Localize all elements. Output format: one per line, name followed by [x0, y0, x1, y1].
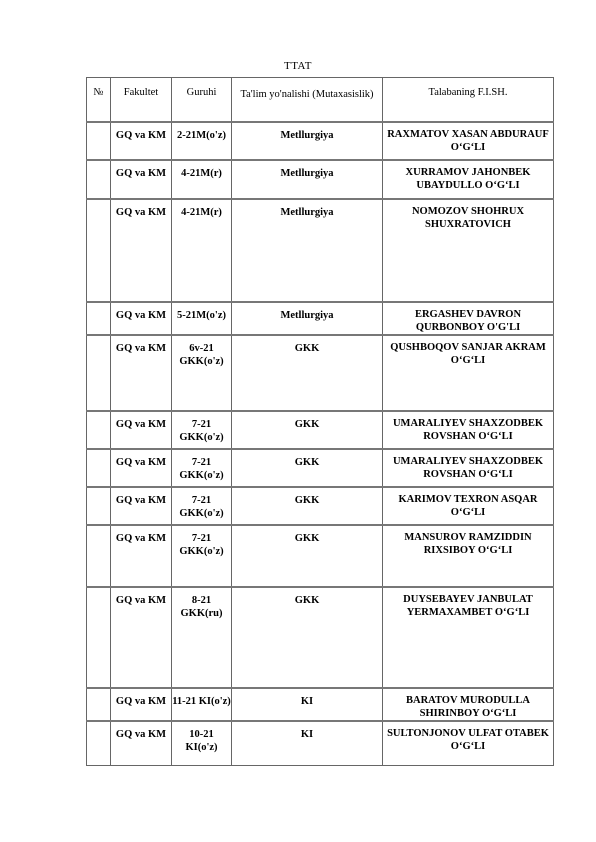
- row-number: [87, 525, 111, 587]
- field-cell: KI: [232, 688, 383, 721]
- field-cell: Metllurgiya: [232, 302, 383, 335]
- student-name-cell: SULTONJONOV ULFAT OTABEK O‘G‘LI: [383, 721, 554, 766]
- table-row: [87, 587, 554, 688]
- document-title: TTAT: [283, 60, 312, 72]
- table-header-row: [87, 78, 554, 122]
- student-name-cell: DUYSEBAYEV JANBULAT YERMAXAMBET O‘G‘LI: [383, 587, 554, 688]
- student-name-cell: XURRAMOV JAHONBEK UBAYDULLO O‘G‘LI: [383, 160, 554, 199]
- table-row: [87, 688, 554, 721]
- table-row: [87, 335, 554, 411]
- group-cell: 4-21M(r): [172, 160, 232, 199]
- group-cell: 11-21 KI(o'z): [172, 688, 232, 721]
- faculty-cell: GQ va KM: [111, 587, 172, 688]
- row-number: [87, 487, 111, 525]
- field-cell: GKK: [232, 525, 383, 587]
- student-name-cell: KARIMOV TEXRON ASQAR O‘G‘LI: [383, 487, 554, 525]
- student-name-cell: UMARALIYEV SHAXZODBEK ROVSHAN O‘G‘LI: [383, 411, 554, 449]
- table-row: [87, 411, 554, 449]
- student-name-cell: QUSHBOQOV SANJAR AKRAM O‘G‘LI: [383, 335, 554, 411]
- row-number: [87, 122, 111, 160]
- table-row: [87, 721, 554, 766]
- faculty-cell: GQ va KM: [111, 688, 172, 721]
- field-cell: GKK: [232, 335, 383, 411]
- field-cell: GKK: [232, 487, 383, 525]
- header-group: Guruhi: [172, 78, 232, 122]
- header-student: Talabaning F.I.SH.: [383, 78, 554, 122]
- header-number: №: [87, 78, 111, 122]
- row-number: [87, 199, 111, 302]
- faculty-cell: GQ va KM: [111, 122, 172, 160]
- field-cell: Metllurgiya: [232, 160, 383, 199]
- row-number: [87, 449, 111, 487]
- students-table: [86, 77, 554, 766]
- field-cell: GKK: [232, 411, 383, 449]
- faculty-cell: GQ va KM: [111, 721, 172, 766]
- row-number: [87, 587, 111, 688]
- faculty-cell: GQ va KM: [111, 199, 172, 302]
- group-cell: 7-21 GKK(o'z): [172, 411, 232, 449]
- group-cell: 10-21 KI(o'z): [172, 721, 232, 766]
- field-cell: Metllurgiya: [232, 199, 383, 302]
- faculty-cell: GQ va KM: [111, 335, 172, 411]
- field-cell: KI: [232, 721, 383, 766]
- student-name-cell: ERGASHEV DAVRON QURBONBOY O'G'LI: [383, 302, 554, 335]
- table-row: [87, 302, 554, 335]
- faculty-cell: GQ va KM: [111, 411, 172, 449]
- field-cell: GKK: [232, 449, 383, 487]
- row-number: [87, 411, 111, 449]
- group-cell: 2-21M(o'z): [172, 122, 232, 160]
- faculty-cell: GQ va KM: [111, 160, 172, 199]
- group-cell: 7-21 GKK(o'z): [172, 487, 232, 525]
- student-name-cell: MANSUROV RAMZIDDIN RIXSIBOY O‘G‘LI: [383, 525, 554, 587]
- row-number: [87, 160, 111, 199]
- student-name-cell: BARATOV MURODULLA SHIRINBOY O‘G‘LI: [383, 688, 554, 721]
- row-number: [87, 302, 111, 335]
- field-cell: Metllurgiya: [232, 122, 383, 160]
- student-name-cell: RAXMATOV XASAN ABDURAUF O‘G‘LI: [383, 122, 554, 160]
- group-cell: 7-21 GKK(o'z): [172, 525, 232, 587]
- faculty-cell: GQ va KM: [111, 302, 172, 335]
- group-cell: 6v-21 GKK(o'z): [172, 335, 232, 411]
- table-row: [87, 160, 554, 199]
- group-cell: 8-21 GKK(ru): [172, 587, 232, 688]
- table-row: [87, 487, 554, 525]
- table-row: [87, 449, 554, 487]
- field-cell: GKK: [232, 587, 383, 688]
- header-faculty: Fakultet: [111, 78, 172, 122]
- group-cell: 4-21M(r): [172, 199, 232, 302]
- row-number: [87, 688, 111, 721]
- student-name-cell: NOMOZOV SHOHRUX SHUXRATOVICH: [383, 199, 554, 302]
- row-number: [87, 335, 111, 411]
- group-cell: 7-21 GKK(o'z): [172, 449, 232, 487]
- faculty-cell: GQ va KM: [111, 525, 172, 587]
- group-cell: 5-21M(o'z): [172, 302, 232, 335]
- table-row: [87, 199, 554, 302]
- faculty-cell: GQ va KM: [111, 449, 172, 487]
- faculty-cell: GQ va KM: [111, 487, 172, 525]
- table-row: [87, 525, 554, 587]
- table-row: [87, 122, 554, 160]
- header-field: Ta'lim yo'nalishi (Mutaxasislik): [232, 78, 383, 122]
- student-name-cell: UMARALIYEV SHAXZODBEK ROVSHAN O‘G‘LI: [383, 449, 554, 487]
- row-number: [87, 721, 111, 766]
